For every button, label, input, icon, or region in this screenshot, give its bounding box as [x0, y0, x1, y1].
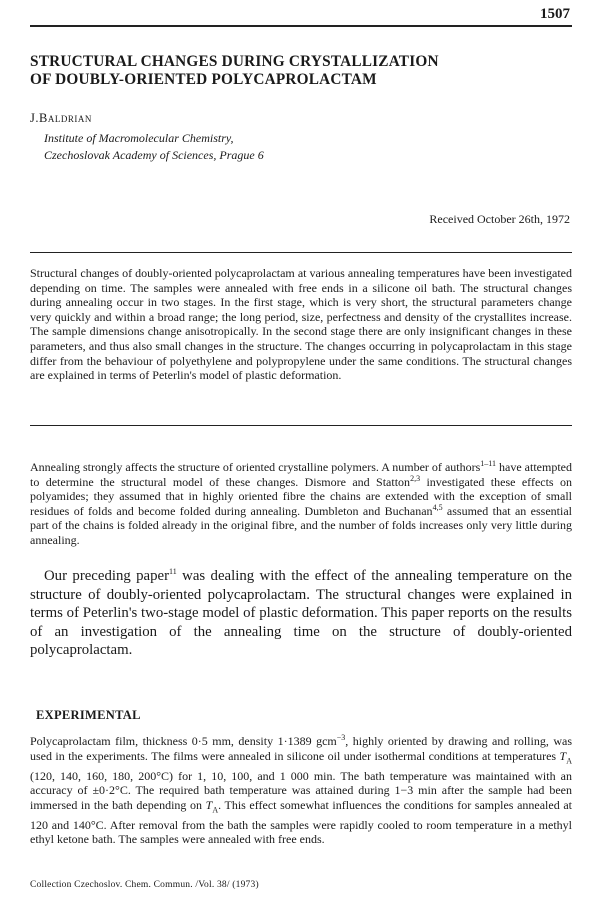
author-initial: J.	[30, 111, 39, 125]
affiliation	[44, 130, 264, 164]
journal-footer: Collection Czechoslov. Chem. Commun. /Vol. 38/ (1973)	[30, 880, 259, 890]
section-heading-experimental: EXPERIMENTAL	[36, 708, 141, 722]
author-name: Baldrian	[39, 111, 92, 125]
received-date: Received October 26th, 1972	[429, 212, 570, 226]
abstract-bottom-rule	[30, 425, 572, 426]
citation-2-3: 2,3	[410, 473, 421, 483]
page-number: 1507	[540, 6, 570, 22]
title-line-2: OF DOUBLY-ORIENTED POLYCAPROLACTAM	[30, 71, 377, 88]
article-title	[30, 53, 550, 89]
intro-paragraph-1: Annealing strongly affects the structure of oriented crystalline polymers. A number of authors$^{1-11}$ have attempted to determine the structural model of these changes. Dismore and Statton$^{2,3}$ investigated these effects on polyamides; they assumed that in highly oriented fibre the chains are extended with the exception of small residues of folds and become folded during annealing. Dumbleton and Buchanan$^{4,5}$ assumed that an essential part of the chains is folded already in the original fibre, and the number of folds increases only very little during annealing.	[30, 459, 572, 547]
author	[30, 111, 92, 126]
abstract: Structural changes of doubly-oriented polycaprolactam at various annealing temperatures have been investigated depending on time. The samples were annealed with free ends in a silicone oil bath. The structural changes during annealing occur in two stages. In the first stage, which is very short, the structural parameters change very quickly and within a broad range; the long period, size, perfectness and density of the crystallites increase. The sample dimensions change anisotropically. In the second stage there are only insignificant changes in these parameters, and thus also small changes in the structure. The changes occurring in polycaprolactam in this stage differ from the behaviour of polyethylene and polypropylene under the same conditions. The structural changes are explained in terms of Peterlin's model of plastic deformation.	[30, 266, 572, 383]
header-rule	[30, 25, 572, 27]
citation-11: 11	[169, 567, 177, 577]
citation-4-5: 4,5	[432, 502, 443, 512]
affiliation-line-2: Czechoslovak Academy of Sciences, Prague 6	[44, 148, 264, 162]
intro-paragraph-2: Our preceding paper$^{11}$ was dealing with the effect of the annealing temperature on the structure of doubly-oriented polycaprolactam. The structural changes were explained in terms of Peterlin's two-stage model of plastic deformation. This paper reports on the results of an investigation of the annealing time on the structure of doubly-oriented polycaprolactam.	[30, 567, 572, 659]
experimental-paragraph: Polycaprolactam film, thickness 0·5 mm, density 1·1389 gcm$^{-3}$, highly oriented by drawing and rolling, was used in the experiments. The films were annealed in silicone oil under isothermal conditions at temperatures $T_A$ (120, 140, 160, 180, 200°C) for 1, 10, 100, and 1 000 min. The bath temperature was maintained with an accuracy of ±0·2°C. The required bath temperature was attained during 1−3 min after the sample had been immersed in the bath depending on $T_A$. This effect somewhat influences the conditions for samples annealed at 120 and 140°C. After removal from the bath the samples were rapidly cooled to room temperature in a methyl ethyl ketone bath. The samples were annealed with free ends.	[30, 733, 572, 847]
citation-1-11: 1–11	[480, 459, 496, 468]
title-line-1: STRUCTURAL CHANGES DURING CRYSTALLIZATION	[30, 53, 439, 70]
affiliation-line-1: Institute of Macromolecular Chemistry,	[44, 131, 234, 145]
abstract-top-rule	[30, 252, 572, 253]
